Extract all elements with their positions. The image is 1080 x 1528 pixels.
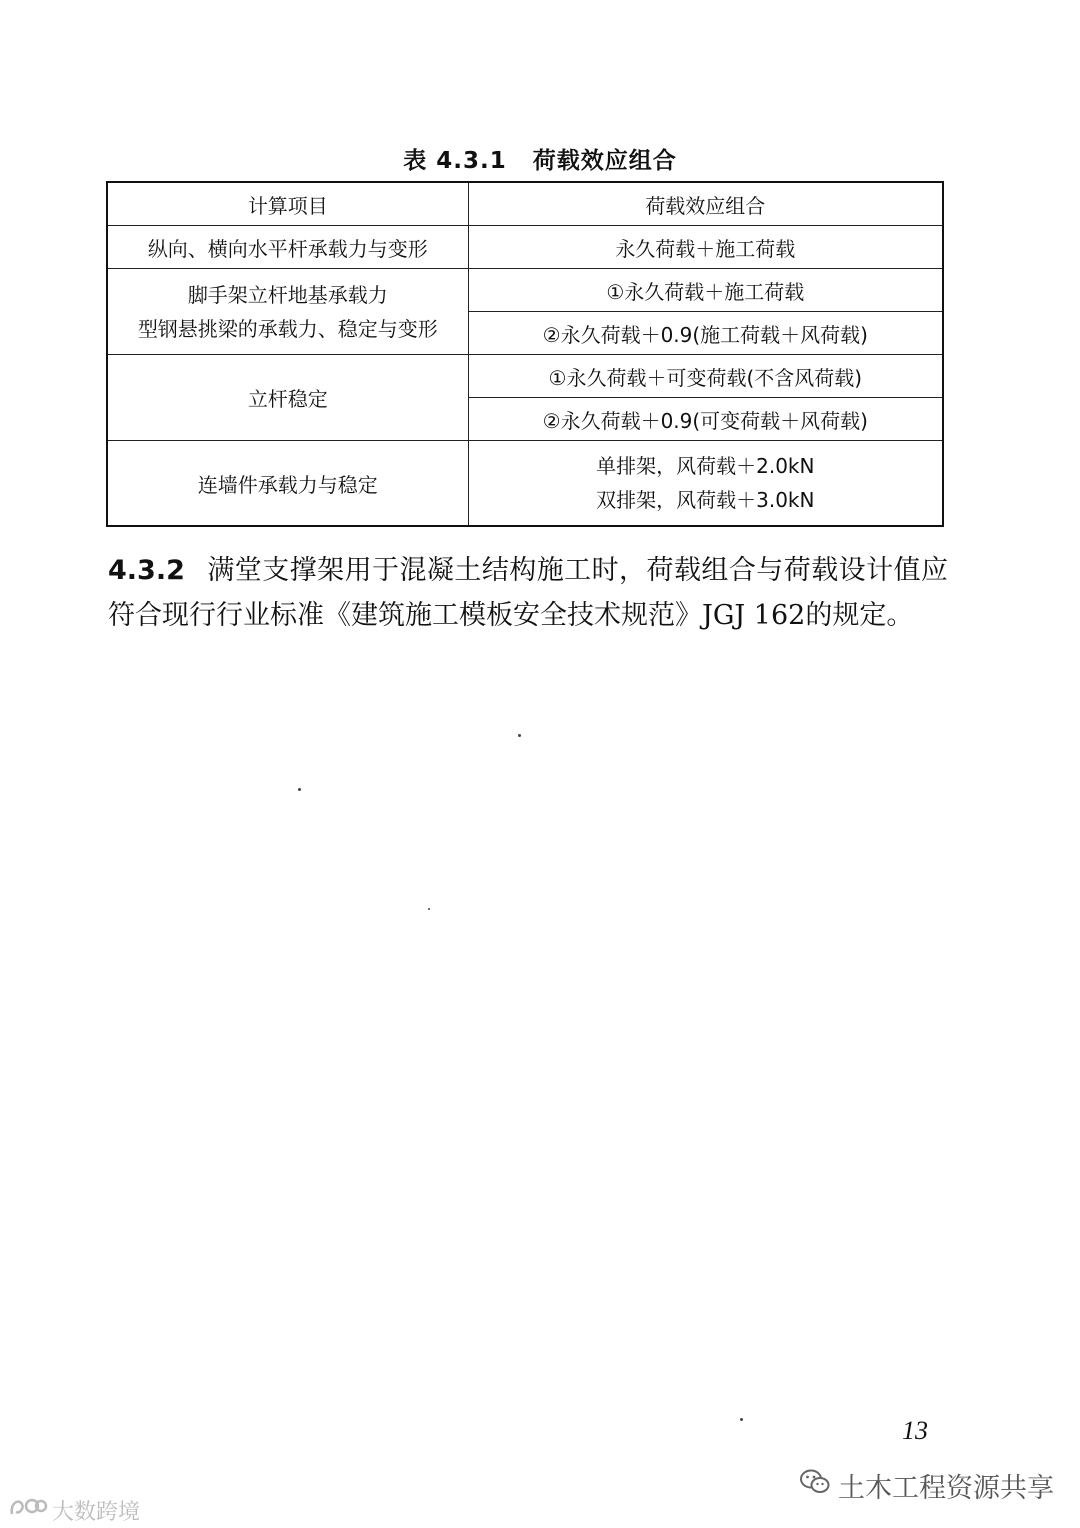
row-item-line: 脚手架立杆地基承载力	[187, 282, 388, 307]
page-number: 13	[902, 1416, 928, 1445]
header-calc-item: 计算项目	[107, 182, 468, 226]
watermark-brand-text: 大数跨境	[52, 1499, 141, 1525]
row-combination-line: 单排架，风荷载＋2.0kN	[596, 454, 815, 478]
row-item: 立杆稳定	[107, 355, 468, 441]
watermark-brand	[8, 1494, 140, 1526]
wechat-icon	[800, 1469, 830, 1502]
watermark-source-text: 土木工程资源共享	[838, 1473, 1054, 1504]
scan-speck	[740, 1418, 743, 1421]
table-row	[107, 355, 943, 398]
row-combination: 永久荷载＋施工荷载	[468, 226, 943, 269]
table-row	[107, 269, 943, 312]
table-header-row	[107, 182, 943, 226]
row-combination: ①永久荷载＋施工荷载	[468, 269, 943, 312]
row-combination: ①永久荷载＋可变荷载(不含风荷载)	[468, 355, 943, 398]
load-combination-table	[106, 181, 944, 527]
row-item	[107, 269, 468, 355]
table-caption	[0, 142, 1080, 175]
table-row	[107, 441, 943, 527]
row-combination-line: 双排架，风荷载＋3.0kN	[596, 488, 815, 512]
clause-number: 4.3.2	[108, 555, 185, 586]
watermark-source	[800, 1466, 1054, 1505]
clause-text: 满堂支撑架用于混凝土结构施工时，荷载组合与荷载设计值应符合现行行业标准《建筑施工模板安全技术规范》JGJ 162的规定。	[108, 555, 948, 631]
logo-icon	[8, 1494, 48, 1526]
header-load-combination: 荷载效应组合	[468, 182, 943, 226]
scan-speck	[518, 734, 521, 737]
scan-speck	[428, 908, 430, 910]
row-combination: ②永久荷载＋0.9(施工荷载＋风荷载)	[468, 312, 943, 355]
row-item: 连墙件承载力与稳定	[107, 441, 468, 527]
row-combination: ②永久荷载＋0.9(可变荷载＋风荷载)	[468, 398, 943, 441]
row-item-line: 型钢悬挑梁的承载力、稳定与变形	[137, 316, 438, 341]
table-caption-title: 荷载效应组合	[532, 148, 677, 174]
row-item: 纵向、横向水平杆承载力与变形	[107, 226, 468, 269]
table-row	[107, 226, 943, 269]
row-combination	[468, 441, 943, 527]
scan-speck	[298, 788, 301, 791]
table-caption-number: 表 4.3.1	[403, 148, 507, 174]
clause-paragraph	[108, 548, 948, 638]
